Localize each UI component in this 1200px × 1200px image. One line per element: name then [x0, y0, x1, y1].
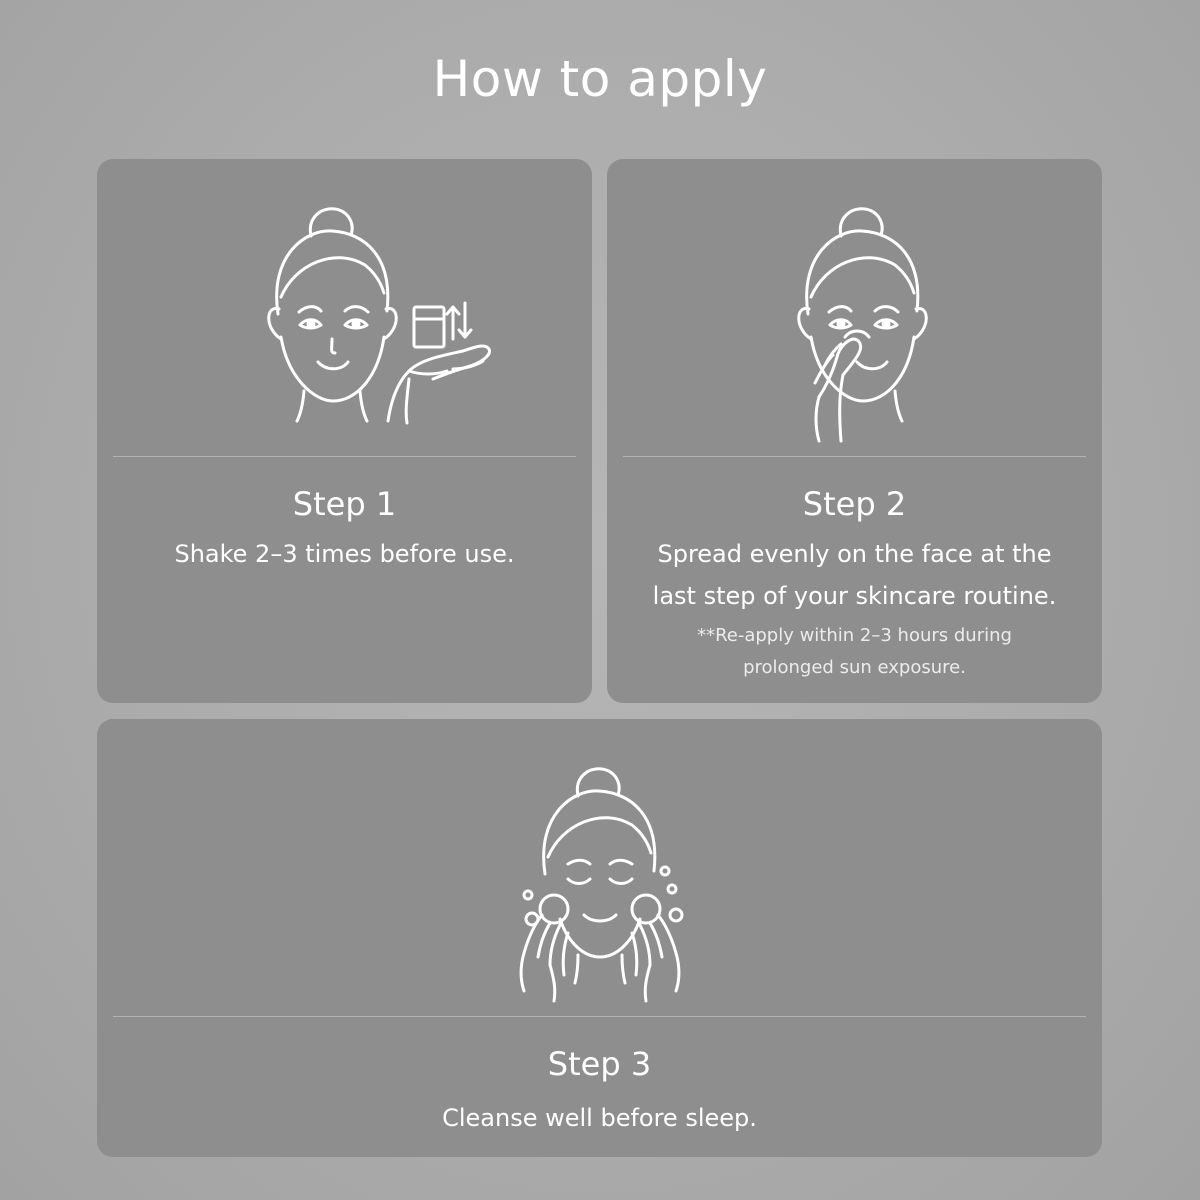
step-title: Step 2 [802, 485, 907, 523]
step-description [607, 533, 1102, 617]
step-description-line: Spread evenly on the face at the [657, 540, 1052, 568]
step-note [607, 620, 1102, 684]
face-applying-cream-icon [607, 179, 1102, 459]
page-title: How to apply [432, 50, 768, 108]
step-note-line: prolonged sun exposure. [743, 657, 966, 678]
face-cleansing-icon [97, 739, 1102, 1019]
step-note-line: **Re-apply within 2–3 hours during [697, 625, 1012, 646]
step-card-1 [97, 159, 592, 703]
step-description: Shake 2–3 times before use. [174, 540, 515, 568]
step-title: Step 1 [292, 485, 397, 523]
step-card-3 [97, 719, 1102, 1157]
divider [113, 456, 576, 457]
divider [113, 1016, 1086, 1017]
divider [623, 456, 1086, 457]
step-title: Step 3 [547, 1045, 652, 1083]
step-description: Cleanse well before sleep. [442, 1104, 757, 1132]
face-holding-bottle-icon [97, 179, 592, 459]
step-card-2 [607, 159, 1102, 703]
step-description-line: last step of your skincare routine. [652, 582, 1057, 610]
